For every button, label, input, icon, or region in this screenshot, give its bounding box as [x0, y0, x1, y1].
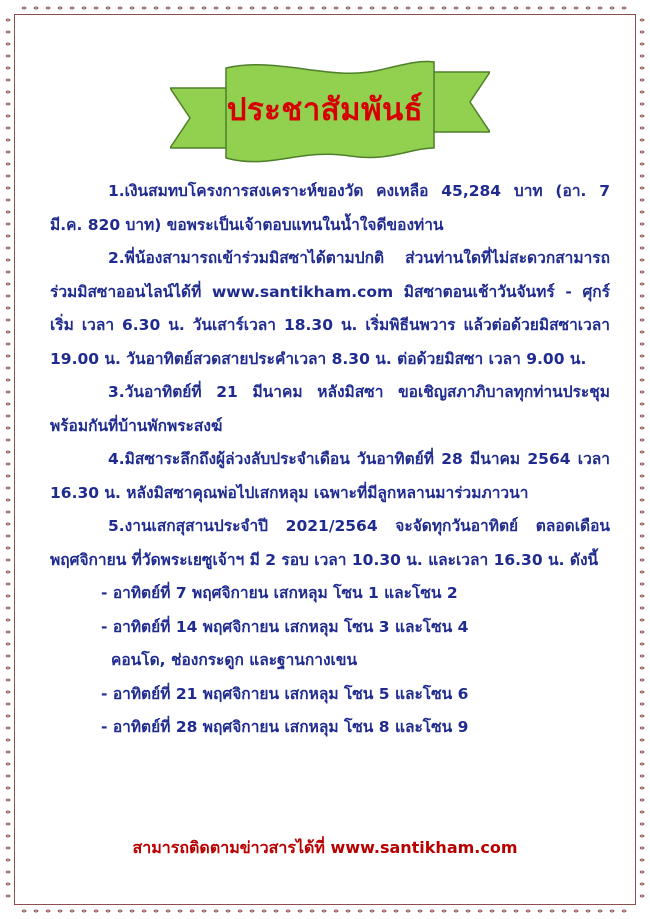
border-ornament	[640, 559, 644, 561]
border-ornament	[166, 7, 170, 9]
border-ornament	[6, 163, 10, 165]
border-ornament	[6, 31, 10, 33]
border-ornament	[6, 691, 10, 693]
border-ornament	[6, 535, 10, 537]
border-ornament	[190, 910, 194, 912]
border-ornament	[640, 523, 644, 525]
border-ornament	[6, 307, 10, 309]
border-ornament	[640, 751, 644, 753]
border-ornament	[70, 910, 74, 912]
border-ornament	[640, 607, 644, 609]
border-ornament	[640, 535, 644, 537]
border-ornament	[346, 7, 350, 9]
border-ornament	[6, 391, 10, 393]
border-ornament	[322, 7, 326, 9]
border-ornament	[640, 679, 644, 681]
border-ornament	[640, 331, 644, 333]
border-ornament	[6, 283, 10, 285]
border-ornament	[598, 910, 602, 912]
border-ornament	[226, 7, 230, 9]
border-ornament	[640, 223, 644, 225]
border-ornament	[6, 19, 10, 21]
border-ornament	[640, 703, 644, 705]
border-ornament	[640, 103, 644, 105]
border-ornament	[640, 571, 644, 573]
border-ornament	[154, 7, 158, 9]
border-ornament	[640, 91, 644, 93]
border-ornament	[6, 115, 10, 117]
border-ornament	[640, 823, 644, 825]
schedule-item: - อาทิตย์ที่ 21 พฤศจิกายน เสกหลุม โซน 5 และโซน 6	[101, 684, 469, 703]
border-ornament	[640, 511, 644, 513]
border-ornament	[478, 910, 482, 912]
border-ornament	[6, 151, 10, 153]
border-ornament	[6, 427, 10, 429]
border-ornament	[6, 103, 10, 105]
border-ornament	[6, 763, 10, 765]
border-ornament	[310, 910, 314, 912]
border-ornament	[6, 415, 10, 417]
border-ornament	[574, 7, 578, 9]
border-ornament	[6, 511, 10, 513]
border-ornament	[6, 595, 10, 597]
border-ornament	[622, 7, 626, 9]
border-ornament	[6, 223, 10, 225]
announcement-item: 5.งานเสกสุสานประจำปี 2021/2564 จะจัดทุกวันอาทิตย์ ตลอดเดือน พฤศจิกายน ที่วัดพระเยซูเจ้าฯ มี 2 รอบ เวลา 10.30 น. และเวลา 16.30 น. ดังนี้	[50, 517, 610, 569]
border-ornament	[214, 7, 218, 9]
border-ornament	[6, 343, 10, 345]
border-ornament	[6, 247, 10, 249]
border-ornament	[640, 367, 644, 369]
border-ornament	[640, 307, 644, 309]
border-ornament	[202, 910, 206, 912]
border-ornament	[310, 7, 314, 9]
border-ornament	[6, 235, 10, 237]
border-ornament	[640, 235, 644, 237]
border-ornament	[640, 319, 644, 321]
border-ornament	[640, 43, 644, 45]
border-ornament	[640, 895, 644, 897]
border-ornament	[6, 523, 10, 525]
announcement-item: 3.วันอาทิตย์ที่ 21 มีนาคม หลังมิสซา ขอเชิญสภาภิบาลทุกท่านประชุมพร้อมกันที่บ้านพักพระสงฆ์	[50, 383, 610, 435]
border-ornament	[622, 910, 626, 912]
border-ornament	[6, 43, 10, 45]
border-ornament	[154, 910, 158, 912]
border-ornament	[640, 691, 644, 693]
border-ornament	[6, 355, 10, 357]
border-ornament	[640, 883, 644, 885]
border-ornament	[6, 439, 10, 441]
border-ornament	[442, 910, 446, 912]
border-ornament	[640, 247, 644, 249]
border-ornament	[640, 799, 644, 801]
border-ornament	[640, 199, 644, 201]
border-ornament	[6, 607, 10, 609]
border-ornament	[22, 910, 26, 912]
border-ornament	[214, 910, 218, 912]
border-ornament	[640, 271, 644, 273]
border-ornament	[640, 127, 644, 129]
border-ornament	[640, 187, 644, 189]
border-ornament	[640, 775, 644, 777]
border-ornament	[6, 811, 10, 813]
border-ornament	[262, 910, 266, 912]
border-ornament	[640, 391, 644, 393]
border-ornament	[6, 79, 10, 81]
border-ornament	[82, 910, 86, 912]
border-ornament	[514, 7, 518, 9]
border-ornament	[466, 7, 470, 9]
border-ornament	[6, 823, 10, 825]
border-ornament	[46, 7, 50, 9]
border-ornament	[6, 475, 10, 477]
schedule-item-continuation: คอนโด, ช่องกระดูก และฐานกางเขน	[111, 651, 358, 669]
border-ornament	[250, 7, 254, 9]
border-ornament	[418, 7, 422, 9]
border-ornament	[6, 175, 10, 177]
border-ornament	[640, 295, 644, 297]
border-ornament	[226, 910, 230, 912]
border-ornament	[370, 910, 374, 912]
border-ornament	[6, 211, 10, 213]
border-ornament	[640, 487, 644, 489]
schedule-item: - อาทิตย์ที่ 14 พฤศจิกายน เสกหลุม โซน 3 และโซน 4	[101, 617, 469, 636]
border-ornament	[6, 559, 10, 561]
border-ornament	[6, 583, 10, 585]
border-ornament	[640, 439, 644, 441]
border-ornament	[6, 547, 10, 549]
border-ornament	[640, 151, 644, 153]
border-ornament	[6, 739, 10, 741]
border-ornament	[202, 7, 206, 9]
border-ornament	[550, 910, 554, 912]
border-ornament	[6, 799, 10, 801]
border-ornament	[394, 7, 398, 9]
border-ornament	[478, 7, 482, 9]
border-ornament	[6, 331, 10, 333]
border-ornament	[640, 871, 644, 873]
border-ornament	[6, 55, 10, 57]
border-ornament	[586, 910, 590, 912]
border-ornament	[610, 7, 614, 9]
border-ornament	[640, 583, 644, 585]
border-ornament	[274, 7, 278, 9]
border-ornament	[394, 910, 398, 912]
border-ornament	[6, 787, 10, 789]
border-ornament	[640, 631, 644, 633]
border-ornament	[610, 910, 614, 912]
border-ornament	[502, 910, 506, 912]
border-ornament	[6, 715, 10, 717]
border-ornament	[640, 19, 644, 21]
border-ornament	[6, 655, 10, 657]
border-ornament	[238, 7, 242, 9]
border-ornament	[526, 7, 530, 9]
border-ornament	[6, 775, 10, 777]
border-ornament	[6, 187, 10, 189]
border-ornament	[298, 7, 302, 9]
border-ornament	[6, 451, 10, 453]
border-ornament	[370, 7, 374, 9]
border-ornament	[274, 910, 278, 912]
border-ornament	[382, 7, 386, 9]
border-ornament	[640, 67, 644, 69]
border-ornament	[526, 910, 530, 912]
border-ornament	[640, 463, 644, 465]
border-ornament	[502, 7, 506, 9]
border-ornament	[358, 7, 362, 9]
border-ornament	[178, 7, 182, 9]
border-ornament	[640, 715, 644, 717]
border-ornament	[58, 7, 62, 9]
schedule-item: - อาทิตย์ที่ 7 พฤศจิกายน เสกหลุม โซน 1 และโซน 2	[101, 584, 458, 602]
border-ornament	[640, 115, 644, 117]
border-ornament	[442, 7, 446, 9]
border-ornament	[22, 7, 26, 9]
border-ornament	[106, 910, 110, 912]
border-ornament	[6, 139, 10, 141]
announcement-item: 4.มิสซาระลึกถึงผู้ล่วงลับประจำเดือน วันอาทิตย์ที่ 28 มีนาคม 2564 เวลา 16.30 น. หลังมิสซาคุณพ่อไปเสกหลุม เฉพาะที่มีลูกหลานมาร่วมภาวนา	[50, 450, 610, 502]
border-ornament	[640, 595, 644, 597]
border-ornament	[490, 910, 494, 912]
border-ornament	[6, 319, 10, 321]
border-ornament	[640, 55, 644, 57]
border-ornament	[640, 403, 644, 405]
border-ornament	[514, 910, 518, 912]
border-ornament	[6, 619, 10, 621]
border-ornament	[58, 910, 62, 912]
border-ornament	[298, 910, 302, 912]
border-ornament	[238, 910, 242, 912]
page-title: ประชาสัมพันธ์	[226, 92, 424, 128]
border-ornament	[6, 871, 10, 873]
border-ornament	[640, 139, 644, 141]
border-ornament	[640, 811, 644, 813]
border-ornament	[6, 679, 10, 681]
border-ornament	[640, 727, 644, 729]
border-ornament	[6, 271, 10, 273]
border-ornament	[82, 7, 86, 9]
border-ornament	[346, 910, 350, 912]
border-ornament	[6, 727, 10, 729]
schedule-item: - อาทิตย์ที่ 28 พฤศจิกายน เสกหลุม โซน 8 และโซน 9	[101, 718, 469, 736]
border-ornament	[418, 910, 422, 912]
border-ornament	[586, 7, 590, 9]
border-ornament	[6, 199, 10, 201]
border-ornament	[598, 7, 602, 9]
border-ornament	[640, 379, 644, 381]
border-ornament	[358, 910, 362, 912]
border-ornament	[562, 7, 566, 9]
border-ornament	[640, 547, 644, 549]
border-ornament	[640, 175, 644, 177]
border-ornament	[286, 910, 290, 912]
border-ornament	[34, 910, 38, 912]
border-ornament	[6, 295, 10, 297]
border-ornament	[94, 910, 98, 912]
border-ornament	[334, 910, 338, 912]
border-ornament	[466, 910, 470, 912]
border-ornament	[190, 7, 194, 9]
border-ornament	[640, 163, 644, 165]
border-ornament	[640, 211, 644, 213]
border-ornament	[538, 910, 542, 912]
border-ornament	[118, 910, 122, 912]
border-ornament	[106, 7, 110, 9]
announcement-body	[50, 175, 610, 745]
border-ornament	[6, 403, 10, 405]
border-ornament	[430, 7, 434, 9]
border-ornament	[574, 910, 578, 912]
announcement-item: 2.พี่น้องสามารถเข้าร่วมมิสซาได้ตามปกติ ส่วนท่านใดที่ไม่สะดวกสามารถร่วมมิสซาออนไลน์ได้ที่ www.santikham.com มิสซาตอนเช้าวันจันทร์ - ศุกร์ เริ่ม เวลา 6.30 น. วันเสาร์เวลา 18.30 น. เริ่มพิธีนพวาร แล้วต่อด้วยมิสซาเวลา 19.00 น. วันอาทิตย์สวดสายประคำเวลา 8.30 น. ต่อด้วยมิสซา เวลา 9.00 น.	[50, 249, 610, 368]
border-ornament	[550, 7, 554, 9]
border-ornament	[118, 7, 122, 9]
border-ornament	[6, 463, 10, 465]
border-ornament	[262, 7, 266, 9]
border-ornament	[6, 91, 10, 93]
border-ornament	[640, 475, 644, 477]
border-ornament	[640, 415, 644, 417]
border-ornament	[334, 7, 338, 9]
border-ornament	[70, 7, 74, 9]
border-ornament	[490, 7, 494, 9]
border-ornament	[640, 427, 644, 429]
border-ornament	[6, 703, 10, 705]
border-ornament	[166, 910, 170, 912]
border-ornament	[640, 355, 644, 357]
border-ornament	[6, 571, 10, 573]
border-ornament	[640, 787, 644, 789]
border-ornament	[640, 619, 644, 621]
border-ornament	[640, 739, 644, 741]
border-ornament	[142, 910, 146, 912]
border-ornament	[6, 127, 10, 129]
border-ornament	[6, 883, 10, 885]
border-ornament	[430, 910, 434, 912]
border-ornament	[382, 910, 386, 912]
border-ornament	[6, 643, 10, 645]
footer-note: สามารถติดตามข่าวสารได้ที่ www.santikham.com	[132, 838, 518, 857]
border-ornament	[640, 259, 644, 261]
border-ornament	[286, 7, 290, 9]
border-ornament	[34, 7, 38, 9]
border-ornament	[6, 67, 10, 69]
border-ornament	[640, 283, 644, 285]
border-ornament	[640, 31, 644, 33]
border-ornament	[454, 7, 458, 9]
border-ornament	[322, 910, 326, 912]
border-ornament	[6, 487, 10, 489]
border-ornament	[640, 79, 644, 81]
border-ornament	[130, 910, 134, 912]
border-ornament	[142, 7, 146, 9]
border-ornament	[454, 910, 458, 912]
border-ornament	[640, 499, 644, 501]
border-ornament	[406, 7, 410, 9]
border-ornament	[6, 499, 10, 501]
border-ornament	[6, 751, 10, 753]
border-ornament	[250, 910, 254, 912]
border-ornament	[562, 910, 566, 912]
border-ornament	[640, 343, 644, 345]
border-ornament	[6, 631, 10, 633]
border-ornament	[640, 451, 644, 453]
border-ornament	[6, 667, 10, 669]
announcement-item: 1.เงินสมทบโครงการสงเคราะห์ของวัด คงเหลือ 45,284 บาท (อา. 7 มี.ค. 820 บาท) ขอพระเป็นเจ้าตอบแทนในน้ำใจดีของท่าน	[50, 182, 610, 234]
border-ornament	[538, 7, 542, 9]
border-ornament	[640, 667, 644, 669]
border-ornament	[46, 910, 50, 912]
border-ornament	[6, 379, 10, 381]
border-ornament	[6, 259, 10, 261]
border-ornament	[94, 7, 98, 9]
border-ornament	[178, 910, 182, 912]
border-ornament	[406, 910, 410, 912]
border-ornament	[640, 763, 644, 765]
border-ornament	[6, 895, 10, 897]
border-ornament	[640, 655, 644, 657]
border-ornament	[640, 643, 644, 645]
border-ornament	[6, 367, 10, 369]
border-ornament	[130, 7, 134, 9]
